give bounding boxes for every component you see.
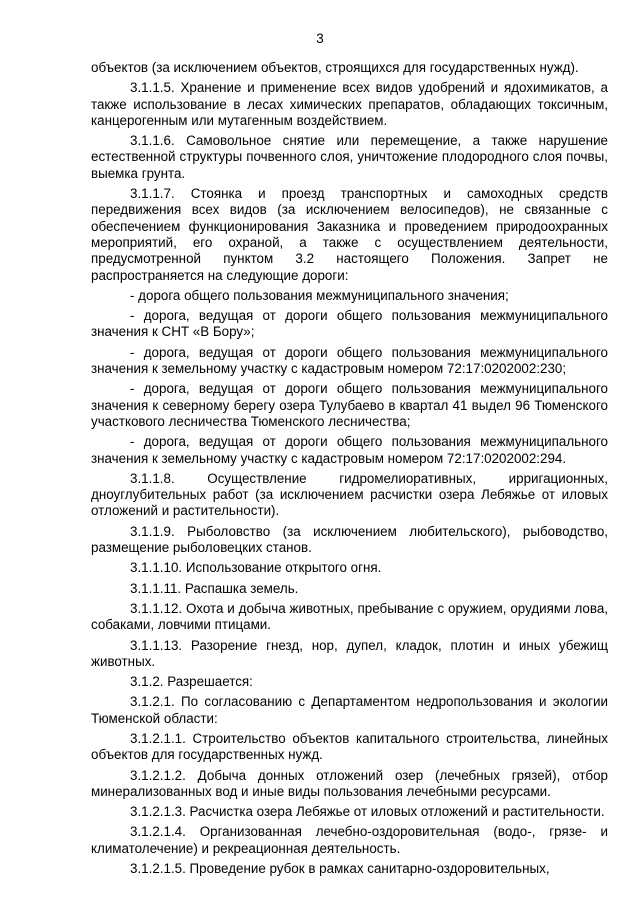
paragraph: объектов (за исключением объектов, строящихся для государственных нужд).: [91, 60, 579, 75]
paragraph: 3.1.1.8. Осуществление гидромелиоративных, ирригационных, дноуглубительных работ (за исключением расчистки озера Лебяжье от иловых отложений и растительности).: [91, 470, 608, 519]
paragraph: 3.1.1.5. Хранение и применение всех видов удобрений и ядохимикатов, а также использование в лесах химических препаратов, обладающих токсичным, канцерогенным или мутагенным воздействием.: [91, 80, 608, 128]
paragraph: 3.1.1.11. Распашка земель.: [130, 580, 299, 596]
paragraph: 3.1.1.9. Рыболовство (за исключением любительского), рыбоводство, размещение рыболовецких станов.: [91, 523, 608, 556]
paragraph: 3.1.2.1.1. Строительство объектов капитального строительства, линейных объектов для государственных нужд.: [91, 730, 608, 763]
section-heading: 3.1.2. Разрешается:: [130, 674, 253, 690]
paragraph: 3.1.2.1. По согласованию с Департаментом недропользования и экологии Тюменской области:: [91, 694, 608, 726]
paragraph: 3.1.1.7. Стоянка и проезд транспортных и самоходных средств передвижения всех видов (за исключением велосипедов), не связанные с обеспечением функционирования Заказника и проведением природоохранных мероприятий, его охраной, а также с осуществлением деятельности, предусмотренной пунктом 3.2 настоящего Положения. Запрет не распространяется на следующие дороги:: [91, 186, 608, 283]
list-item: - дорога, ведущая от дороги общего пользования межмуниципального значения к земельному участку с кадастровым номером 72:17:0202002:230;: [91, 344, 608, 377]
paragraph: 3.1.1.6. Самовольное снятие или перемещение, а также нарушение естественной структуры почвенного слоя, уничтожение плодородного слоя почвы, выемка грунта.: [91, 133, 608, 181]
paragraph: 3.1.2.1.2. Добыча донных отложений озер (лечебных грязей), отбор минерализованных вод и иные виды пользования лечебными ресурсами.: [91, 767, 608, 799]
list-item: - дорога, ведущая от дороги общего пользования межмуниципального значения к СНТ «В Бору»;: [91, 308, 608, 340]
paragraph: 3.1.2.1.4. Организованная лечебно-оздоровительная (водо-, грязе- и климатолечение) и рекреационная деятельность.: [91, 824, 608, 856]
document-body: [91, 60, 608, 881]
paragraph: 3.1.1.12. Охота и добыча животных, пребывание с оружием, орудиями лова, собаками, ловчими птицами.: [91, 600, 608, 633]
list-item: - дорога, ведущая от дороги общего пользования межмуниципального значения к земельному участку с кадастровым номером 72:17:0202002:294.: [91, 434, 608, 466]
page-number: 3: [316, 31, 324, 46]
paragraph: 3.1.2.1.3. Расчистка озера Лебяжье от иловых отложений и растительности.: [130, 804, 605, 820]
paragraph: 3.1.2.1.5. Проведение рубок в рамках санитарно-оздоровительных,: [130, 861, 550, 877]
paragraph: 3.1.1.10. Использование открытого огня.: [130, 560, 382, 576]
paragraph: 3.1.1.13. Разорение гнезд, нор, дупел, кладок, плотин и иных убежищ животных.: [91, 637, 608, 669]
list-item: - дорога, ведущая от дороги общего пользования межмуниципального значения к северному берегу озера Тулубаево в квартал 41 выдел 96 Тюменского участкового лесничества Тюменского лесничества;: [91, 381, 608, 429]
list-item: - дорога общего пользования межмуниципального значения;: [130, 287, 509, 303]
